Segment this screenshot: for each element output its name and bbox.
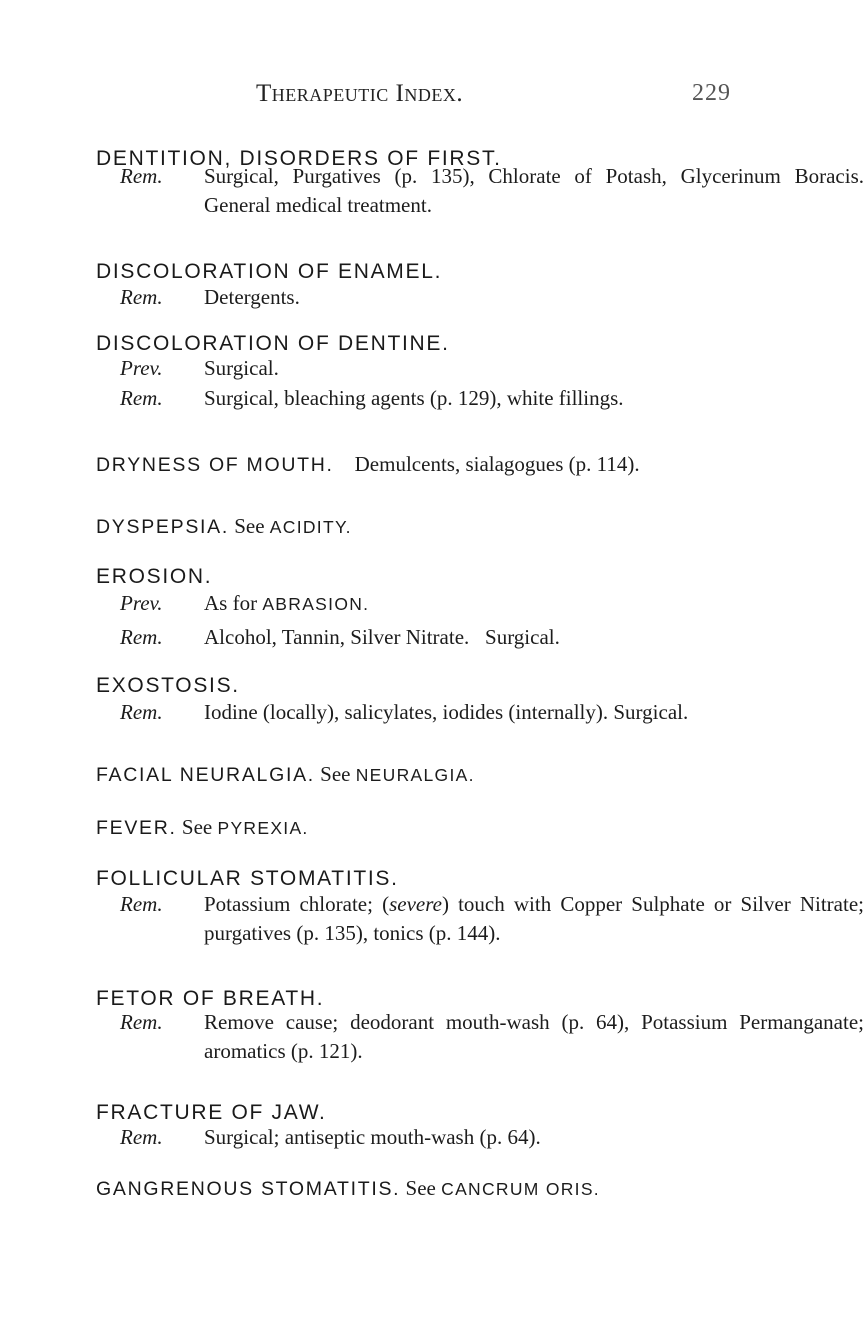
rem-label: Rem. — [120, 386, 163, 410]
rem-label: Rem. — [120, 164, 163, 188]
entry-heading-follicular: FOLLICULAR STOMATITIS. — [96, 867, 399, 890]
rem-label: Rem. — [120, 700, 163, 724]
entry-gangrenous — [96, 1174, 600, 1203]
entry-facial-neuralgia — [96, 760, 475, 789]
entry-remedy-dentition — [120, 162, 864, 220]
page-number: 229 — [692, 80, 731, 106]
rem-text: Alcohol, Tannin, Silver Nitrate. Surgical. — [204, 625, 560, 649]
rem-label: Rem. — [120, 625, 163, 649]
entry-remedy-fetor — [120, 1008, 864, 1066]
entry-heading-erosion: EROSION. — [96, 565, 213, 588]
rem-label: Rem. — [120, 892, 163, 916]
rem-text: Potassium chlorate; ( — [204, 892, 390, 916]
entry-heading-fracture: FRACTURE OF JAW. — [96, 1101, 327, 1124]
entry-prevention-erosion — [120, 589, 864, 619]
entry-remedy-follicular — [120, 890, 864, 948]
entry-prevention-dentine — [120, 354, 864, 383]
entry-heading-fetor: FETOR OF BREATH. — [96, 987, 325, 1010]
entry-remedy-dentine — [120, 384, 864, 413]
entry-remedy-enamel — [120, 283, 864, 312]
entry-heading-exostosis: EXOSTOSIS. — [96, 674, 240, 697]
entry-heading-fever: FEVER. — [96, 817, 177, 839]
rem-text: Detergents. — [204, 285, 300, 309]
entry-heading-dyspepsia: DYSPEPSIA. — [96, 516, 229, 538]
entry-fever — [96, 813, 309, 842]
rem-text: Iodine (locally), salicylates, iodides (internally). Surgical. — [204, 700, 689, 724]
entry-heading-dentition: DENTITION, DISORDERS OF FIRST. — [96, 147, 502, 170]
see-text: See — [181, 815, 213, 839]
see-text: See — [405, 1176, 436, 1200]
rem-text: Remove cause; deodorant mouth-wash (p. 64), Potassium Permanganate; aromatics (p. 121). — [204, 1010, 864, 1063]
entry-remedy-erosion — [120, 623, 864, 652]
prev-text: As for — [204, 591, 258, 615]
rem-text-italic: severe — [389, 892, 442, 916]
prev-text: Surgical. — [204, 356, 279, 380]
entry-remedy-fracture — [120, 1123, 864, 1152]
entry-heading-facial-neuralgia: FACIAL NEURALGIA. — [96, 764, 315, 786]
running-head: Therapeutic Index. — [256, 80, 464, 107]
cross-reference: ABRASION. — [262, 594, 370, 614]
see-text: See — [320, 762, 351, 786]
entry-heading-enamel: DISCOLORATION OF ENAMEL. — [96, 260, 443, 283]
entry-heading-dentine: DISCOLORATION OF DENTINE. — [96, 332, 450, 355]
entry-text-dryness: Demulcents, sialagogues (p. 114). — [354, 452, 640, 476]
rem-label: Rem. — [120, 1125, 163, 1149]
rem-text: Surgical, Purgatives (p. 135), Chlorate of Potash, Glycerinum Boracis. General medical treatment. — [204, 164, 864, 217]
rem-text: Surgical; antiseptic mouth-wash (p. 64). — [204, 1125, 541, 1149]
cross-reference: ACIDITY. — [269, 517, 352, 537]
cross-reference: PYREXIA. — [217, 818, 309, 838]
cross-reference: NEURALGIA. — [355, 765, 475, 785]
entry-remedy-exostosis — [120, 698, 864, 727]
rem-text: ) touch with Copper Sulphate or Silver Nitrate; purgatives (p. 135), tonics (p. 144). — [204, 892, 864, 945]
entry-dryness — [96, 449, 810, 480]
prev-label: Prev. — [120, 591, 163, 615]
cross-reference: CANCRUM ORIS. — [441, 1179, 600, 1199]
prev-label: Prev. — [120, 356, 163, 380]
rem-label: Rem. — [120, 1010, 163, 1034]
rem-text: Surgical, bleaching agents (p. 129), white fillings. — [204, 386, 624, 410]
entry-heading-gangrenous: GANGRENOUS STOMATITIS. — [96, 1178, 401, 1200]
see-text: See — [234, 514, 265, 538]
entry-dyspepsia — [96, 512, 352, 541]
entry-heading-dryness: DRYNESS OF MOUTH. — [96, 454, 334, 476]
rem-label: Rem. — [120, 285, 163, 309]
